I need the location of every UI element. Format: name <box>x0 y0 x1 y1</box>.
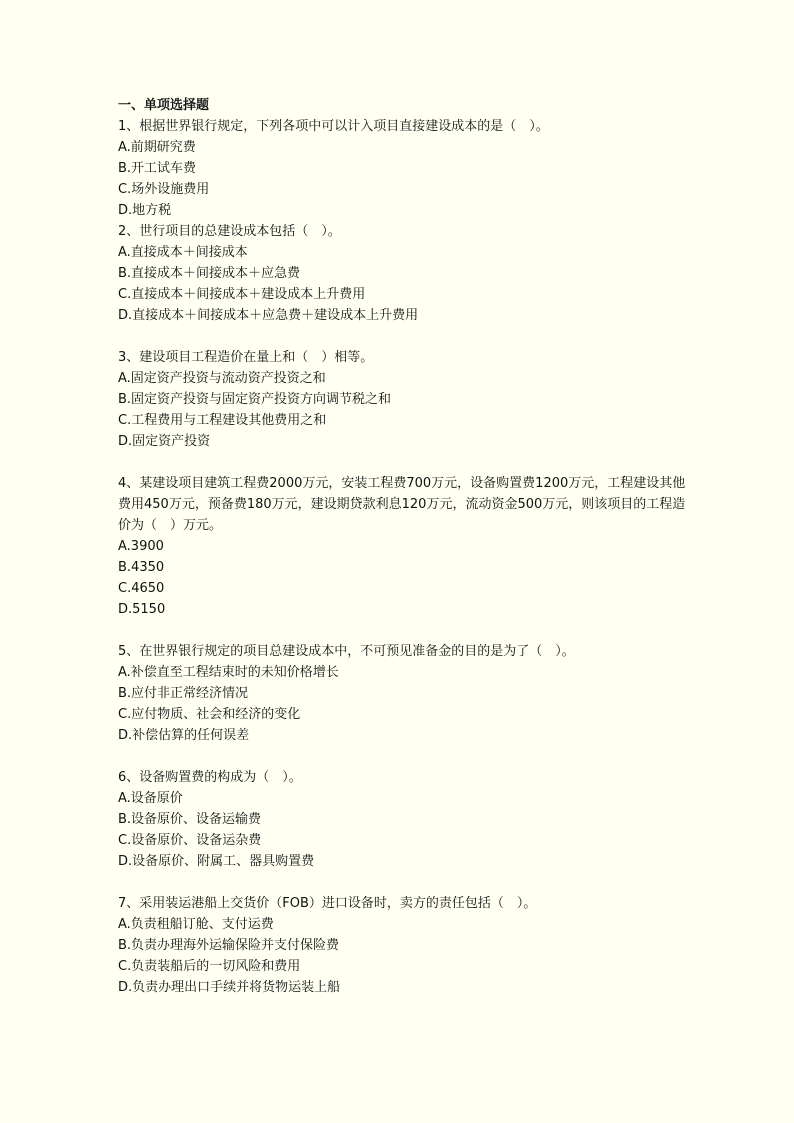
spacer <box>118 452 690 473</box>
option-b: B.4350 <box>118 560 165 575</box>
option-c: C.直接成本＋间接成本＋建设成本上升费用 <box>118 287 366 302</box>
option-a: A.固定资产投资与流动资产投资之和 <box>118 371 326 386</box>
option-d: D.固定资产投资 <box>118 434 211 449</box>
option-b: B.直接成本＋间接成本＋应急费 <box>118 266 301 281</box>
option-b: B.设备原价、设备运输费 <box>118 812 262 827</box>
option-a: A.补偿直至工程结束时的未知价格增长 <box>118 665 339 680</box>
spacer <box>118 746 690 767</box>
option-a: A.负责租船订舱、支付运费 <box>118 917 274 932</box>
option-d: D.5150 <box>118 602 166 617</box>
spacer <box>118 326 690 347</box>
option-b: B.应付非正常经济情况 <box>118 686 249 701</box>
option-b: B.负责办理海外运输保险并支付保险费 <box>118 938 340 953</box>
option-c: C.设备原价、设备运杂费 <box>118 833 262 848</box>
question-block <box>118 116 690 221</box>
option-d: D.地方税 <box>118 203 172 218</box>
question-block <box>118 347 690 452</box>
option-d: D.负责办理出口手续并将货物运装上船 <box>118 980 341 995</box>
question-block <box>118 221 690 326</box>
question-block <box>118 893 690 998</box>
spacer <box>118 620 690 641</box>
question-stem: 2、世行项目的总建设成本包括（ ）。 <box>118 224 341 239</box>
option-d: D.补偿估算的任何误差 <box>118 728 250 743</box>
option-a: A.前期研究费 <box>118 140 196 155</box>
option-d: D.设备原价、附属工、器具购置费 <box>118 854 315 869</box>
option-a: A.直接成本＋间接成本 <box>118 245 248 260</box>
option-c: C.场外设施费用 <box>118 182 210 197</box>
option-c: C.应付物质、社会和经济的变化 <box>118 707 301 722</box>
spacer <box>118 872 690 893</box>
option-c: C.工程费用与工程建设其他费用之和 <box>118 413 327 428</box>
question-block <box>118 473 690 620</box>
option-b: B.固定资产投资与固定资产投资方向调节税之和 <box>118 392 392 407</box>
option-a: A.设备原价 <box>118 791 183 806</box>
question-stem: 7、采用装运港船上交货价（FOB）进口设备时，卖方的责任包括（ ）。 <box>118 896 537 911</box>
option-c: C.4650 <box>118 581 165 596</box>
option-a: A.3900 <box>118 539 164 554</box>
question-block <box>118 641 690 746</box>
option-b: B.开工试车费 <box>118 161 197 176</box>
question-stem: 6、设备购置费的构成为（ ）。 <box>118 770 302 785</box>
question-stem: 4、某建设项目建筑工程费2000万元，安装工程费700万元，设备购置费1200万元，工程建设其他费用450万元，预备费180万元，建设期贷款利息120万元，流动资金500万元，则该项目的工程造价为（ ）万元。 <box>118 476 686 533</box>
question-stem: 1、根据世界银行规定，下列各项中可以计入项目直接建设成本的是（ ）。 <box>118 119 549 134</box>
section-title: 一、单项选择题 <box>118 98 210 113</box>
question-stem: 3、建设项目工程造价在量上和（ ）相等。 <box>118 350 374 365</box>
question-block <box>118 767 690 872</box>
question-stem: 5、在世界银行规定的项目总建设成本中，不可预见准备金的目的是为了（ ）。 <box>118 644 575 659</box>
option-c: C.负责装船后的一切风险和费用 <box>118 959 301 974</box>
option-d: D.直接成本＋间接成本＋应急费＋建设成本上升费用 <box>118 308 419 323</box>
